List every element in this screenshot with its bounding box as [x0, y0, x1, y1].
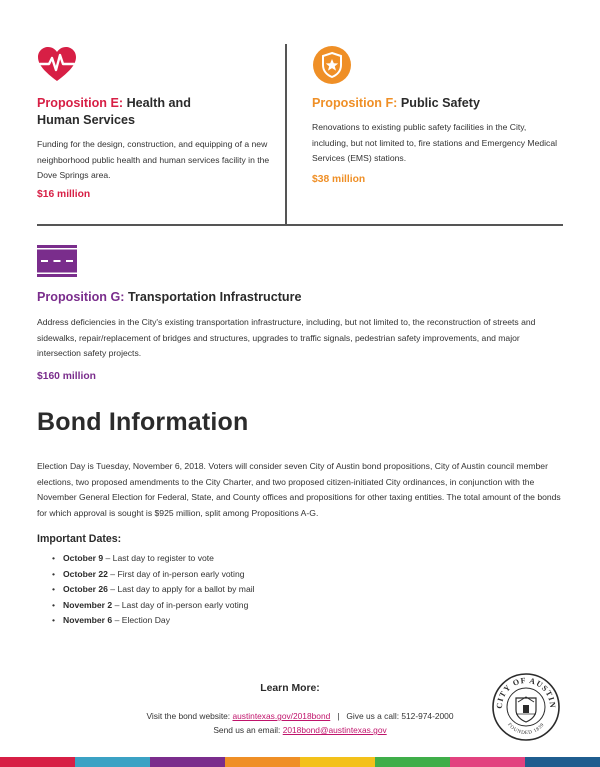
date-label: October 9 — [63, 553, 104, 563]
police-badge-icon — [312, 45, 352, 85]
prop-f-title — [312, 95, 564, 112]
bond-website-link[interactable]: austintexas.gov/2018bond — [232, 711, 331, 721]
prop-g-body: Address deficiencies in the City's existing transportation infrastructure, including, but not limited to, the reconstruction of streets and sidewalks, repair/replacement of bridges and structures, upgrades to traffic signals, pedestrian safety improvements, and major intersection safety projects. — [37, 317, 536, 358]
horizontal-divider — [37, 224, 563, 226]
prop-e-title — [37, 95, 277, 129]
important-dates-heading: Important Dates: — [37, 533, 122, 545]
bond-email-link[interactable]: 2018bond@austintexas.gov — [282, 725, 387, 735]
road-icon — [37, 245, 77, 277]
prop-e-body: Funding for the design, construction, and equipping of a new neighborhood public health and human services facility in the Dove Springs area. — [37, 139, 270, 180]
list-item — [52, 551, 255, 567]
date-label: November 6 — [63, 615, 113, 626]
stripe-segment — [0, 757, 75, 767]
list-item — [52, 567, 255, 583]
prop-g-prefix: Proposition G: — [37, 290, 125, 304]
prop-f-icon-box — [312, 45, 352, 85]
footer-color-stripe — [0, 757, 600, 767]
contact-line-email — [40, 722, 560, 737]
prop-e-amount: $16 million — [37, 189, 91, 200]
contact-separator: | — [337, 711, 340, 721]
prop-g-icon-box — [37, 245, 77, 277]
stripe-segment — [75, 757, 150, 767]
list-item — [52, 613, 255, 629]
city-seal-icon — [491, 672, 561, 742]
prop-f-amount: $38 million — [312, 174, 366, 185]
prop-e-title-line1: Health and — [126, 96, 191, 110]
prop-f-prefix: Proposition F: — [312, 96, 398, 110]
contact-line-website — [40, 711, 560, 721]
stripe-segment — [225, 757, 300, 767]
city-seal — [491, 672, 561, 742]
bond-information-heading: Bond Information — [37, 408, 249, 436]
email-label: Send us an email: — [213, 725, 281, 735]
svg-text:CITY OF AUSTIN — [495, 676, 557, 709]
date-label: October 22 — [63, 568, 108, 579]
date-desc: – Election Day — [112, 615, 171, 626]
prop-f-body: Renovations to existing public safety facilities in the City, including, but not limited to, fire stations and Emergency Medical Services (EMS) stations. — [312, 122, 558, 163]
important-dates-list — [52, 551, 255, 629]
prop-e-title-line2: Human Services — [37, 113, 136, 127]
svg-text:FOUNDED 1839 — [506, 723, 546, 736]
vertical-divider — [285, 44, 287, 224]
prop-g-title-text: Transportation Infrastructure — [127, 290, 302, 304]
list-item — [52, 598, 255, 614]
prop-e-icon-box — [37, 45, 77, 85]
prop-g-amount: $160 million — [37, 371, 96, 382]
stripe-segment — [375, 757, 450, 767]
seal-bottom-text: FOUNDED 1839 — [506, 722, 546, 737]
prop-g-title — [37, 289, 557, 306]
date-desc: – Last day to apply for a ballot by mail — [107, 584, 255, 595]
learn-more-heading: Learn More: — [260, 683, 320, 694]
prop-f-title-text: Public Safety — [400, 96, 480, 110]
stripe-segment — [150, 757, 225, 767]
website-label: Visit the bond website: — [146, 711, 231, 721]
prop-e-prefix: Proposition E: — [37, 96, 124, 110]
stripe-segment — [450, 757, 525, 767]
date-label: October 26 — [63, 584, 108, 595]
phone-label: Give us a call: 512-974-2000 — [346, 711, 454, 721]
date-desc: – First day of in-person early voting — [107, 568, 245, 579]
list-item — [52, 582, 255, 598]
stripe-segment — [300, 757, 375, 767]
date-desc: – Last day of in-person early voting — [112, 599, 249, 610]
bond-information-body: Election Day is Tuesday, November 6, 2018. Voters will consider seven City of Austin bond propositions, City of Austin council member elections, two proposed amendments to the City Charter, and two proposed citizen-initiated City ordinances, in conjunction with the November General Election for Federal, State, and County offices and propositions for other taxing entities. The total amount of the bonds for which approval is sought is $925 million, split among Propositions A-G. — [37, 461, 561, 518]
seal-top-text: CITY OF AUSTIN — [494, 675, 558, 709]
date-desc: – Last day to register to vote — [103, 553, 214, 563]
heart-pulse-icon — [37, 45, 77, 85]
stripe-segment — [525, 757, 600, 767]
date-label: November 2 — [63, 599, 113, 610]
